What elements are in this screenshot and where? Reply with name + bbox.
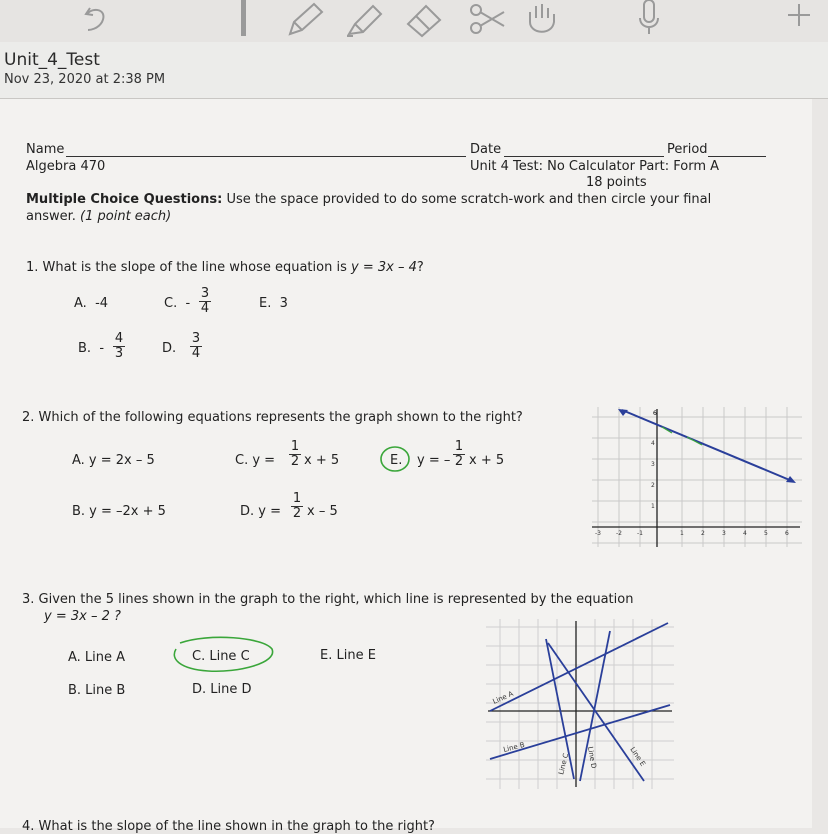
q2-option-c-fraction: 1 2 <box>290 439 300 469</box>
instructions-text: Use the space provided to do some scratch-work and then circle your final <box>222 192 712 207</box>
q2-option-e-label[interactable]: E. <box>390 453 403 468</box>
annotation-toolbar <box>0 0 828 42</box>
q3-option-d[interactable]: D. Line D <box>192 682 252 697</box>
q2-option-d-pre[interactable]: D. y = <box>240 504 281 519</box>
q3-line-a <box>490 623 668 711</box>
q3-text: 3. Given the 5 lines shown in the graph to the right, which line is represented by the equation <box>22 592 634 607</box>
pencil-icon[interactable] <box>284 0 328 40</box>
q2-x-tick: -3 <box>595 530 601 537</box>
instructions-line2 <box>26 209 171 224</box>
eraser-icon[interactable] <box>402 0 446 40</box>
q1-prompt: 1. What is the slope of the line whose equation is <box>26 260 351 275</box>
q2-y-tick: 4 <box>651 440 655 447</box>
undo-icon[interactable] <box>80 0 114 36</box>
period-line <box>708 156 766 157</box>
document-title: Unit_4_Test <box>4 50 100 70</box>
q1-option-b-fraction: 4 3 <box>114 331 124 361</box>
date-line <box>504 156 664 157</box>
q2-text: 2. Which of the following equations represents the graph shown to the right? <box>22 410 523 425</box>
q3-label-line-a: Line A <box>491 689 515 706</box>
q2-option-e-post: x + 5 <box>469 453 505 468</box>
q1-option-a[interactable]: A. -4 <box>74 296 109 311</box>
q3-option-a[interactable]: A. Line A <box>68 650 126 665</box>
highlighter-icon[interactable] <box>343 0 387 40</box>
q2-x-tick: 5 <box>764 530 768 537</box>
q3-line-b <box>490 705 670 759</box>
q3-option-c[interactable]: C. Line C <box>192 649 250 664</box>
hand-icon[interactable] <box>522 0 562 40</box>
q2-x-tick: 2 <box>701 530 705 537</box>
q2-option-d-fraction: 1 2 <box>292 491 302 521</box>
q3-label-line-d: Line D <box>586 745 598 770</box>
instructions-points: (1 point each) <box>80 209 172 224</box>
q2-option-c-pre[interactable]: C. y = <box>235 453 276 468</box>
instructions-bold: Multiple Choice Questions: <box>26 192 223 207</box>
q1-option-c-label[interactable]: C. - <box>164 296 191 311</box>
scissors-icon[interactable] <box>462 0 512 40</box>
q3-graph <box>486 619 674 789</box>
q4-text: 4. What is the slope of the line shown in the graph to the right? <box>22 819 435 834</box>
q1-option-c-fraction: 3 4 <box>200 286 210 316</box>
q1-option-d-fraction: 3 4 <box>191 331 201 361</box>
q2-y-top-label: 6 <box>653 410 657 417</box>
q2-x-tick: 4 <box>743 530 747 537</box>
q3-option-e[interactable]: E. Line E <box>320 648 376 663</box>
test-page <box>0 99 812 834</box>
instructions-line1 <box>26 192 711 207</box>
q2-x-tick: 1 <box>680 530 684 537</box>
q1-equation: y = 3x – 4 <box>351 260 417 275</box>
q3-label-line-b: Line B <box>502 740 526 754</box>
q2-option-e-pre: y = – <box>417 453 451 468</box>
document-header <box>0 42 828 99</box>
document-date: Nov 23, 2020 at 2:38 PM <box>4 72 166 87</box>
q2-y-tick: 1 <box>651 503 655 510</box>
q2-x-tick: -1 <box>637 530 643 537</box>
q2-x-tick: 6 <box>785 530 789 537</box>
q2-y-tick: 3 <box>651 461 655 468</box>
pen-icon[interactable] <box>236 0 252 38</box>
q2-option-c-post: x + 5 <box>304 453 340 468</box>
q2-graph <box>592 407 802 547</box>
date-label: Date <box>470 142 502 157</box>
q1-qmark: ? <box>416 260 424 275</box>
q3-option-b[interactable]: B. Line B <box>68 683 126 698</box>
test-points: 18 points <box>586 175 647 190</box>
q2-y-tick: 2 <box>651 482 655 489</box>
q1-option-b-label[interactable]: B. - <box>78 341 105 356</box>
test-title: Unit 4 Test: No Calculator Part: Form A <box>470 159 720 174</box>
q2-option-d-post: x – 5 <box>307 504 338 519</box>
plus-icon[interactable] <box>784 0 814 30</box>
q2-answer-circle <box>378 444 412 474</box>
q2-x-tick: -2 <box>616 530 622 537</box>
course-name: Algebra 470 <box>26 159 106 174</box>
q2-option-b[interactable]: B. y = –2x + 5 <box>72 504 166 519</box>
period-label: Period <box>667 142 708 157</box>
q2-option-e-fraction: 1 2 <box>454 439 464 469</box>
instructions-answer: answer. <box>26 209 76 224</box>
q3-equation: y = 3x – 2 ? <box>44 609 121 624</box>
q3-label-line-e: Line E <box>628 745 647 768</box>
name-label: Name <box>26 142 65 157</box>
q2-option-a[interactable]: A. y = 2x – 5 <box>72 453 155 468</box>
name-line <box>66 156 466 157</box>
microphone-icon[interactable] <box>636 0 664 40</box>
q1-option-d-label[interactable]: D. <box>162 341 177 356</box>
q2-x-tick: 3 <box>722 530 726 537</box>
q1-text <box>26 260 424 275</box>
q3-answer-circle <box>168 635 278 677</box>
q1-option-e[interactable]: E. 3 <box>259 296 288 311</box>
q3-label-line-c: Line C <box>557 752 571 776</box>
